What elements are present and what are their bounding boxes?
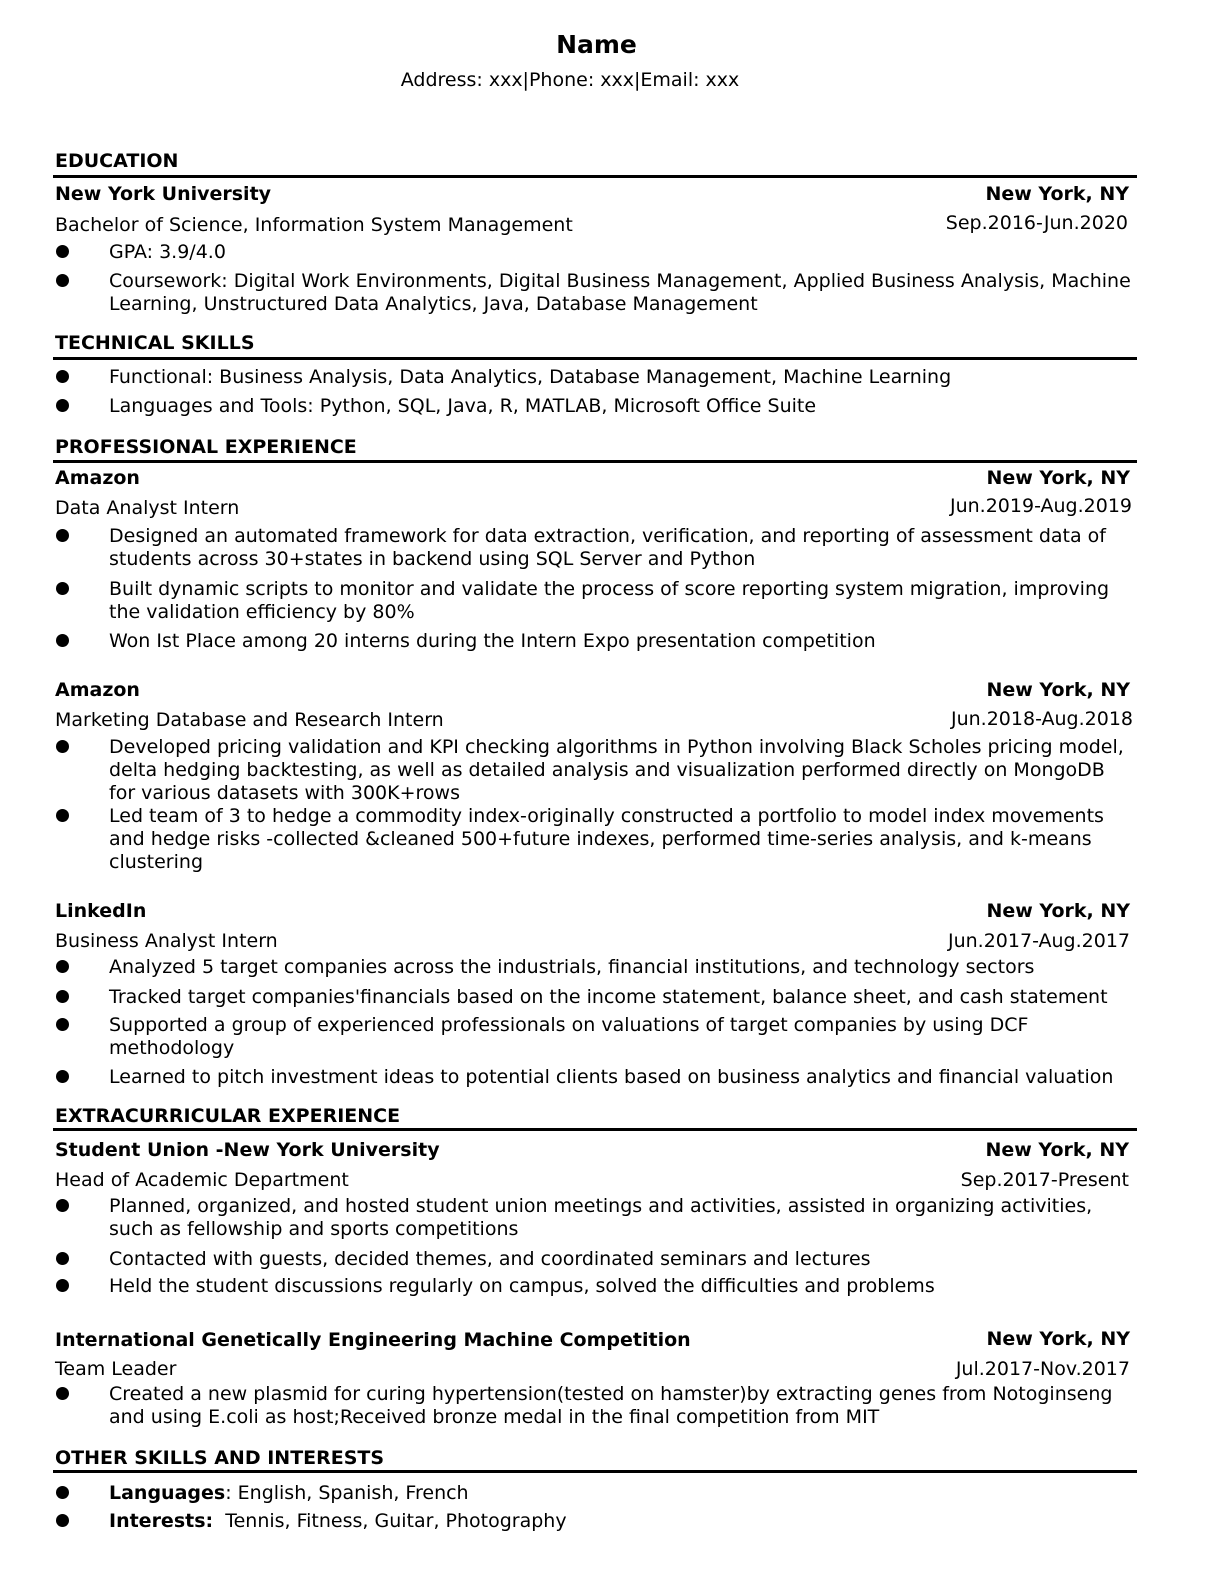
job-bullet: Designed an automated framework for data extraction, verification, and reporting of assessment data of students across 30+states in backend using SQL Server and Python (109, 525, 1106, 570)
job-title: Marketing Database and Research Intern (55, 709, 444, 731)
bullet-icon (56, 274, 69, 287)
languages-line (109, 1482, 1135, 1505)
bullet-icon (56, 245, 69, 258)
bullet-icon (56, 1279, 69, 1292)
activity-location: New York, NY (985, 1139, 1129, 1161)
candidate-name: Name (556, 30, 637, 59)
bullet-icon (56, 1387, 69, 1400)
section-divider (53, 357, 1137, 360)
activity-bullet: Created a new plasmid for curing hypertension(tested on hamster)by extracting genes from Notoginseng and using E.coli as host;Received bronze medal in the final competition from MIT (109, 1383, 1113, 1428)
job-dates: Jun.2019-Aug.2019 (949, 495, 1132, 517)
activity-bullet: Planned, organized, and hosted student union meetings and activities, assisted in organizing activities, such as fellowship and sports competitions (109, 1195, 1093, 1240)
education-bullet: Coursework: Digital Work Environments, Digital Business Management, Applied Business Analysis, Machine Learning, Unstructured Data Analytics, Java, Database Management (109, 270, 1131, 315)
section-title-technical-skills: TECHNICAL SKILLS (55, 332, 255, 354)
section-divider (53, 1470, 1137, 1473)
job-bullet: Learned to pitch investment ideas to potential clients based on business analytics and financial valuation (109, 1066, 1114, 1088)
bullet-icon (56, 1486, 69, 1499)
job-bullet: Led team of 3 to hedge a commodity index-originally constructed a portfolio to model index movements and hedge risks -collected &cleaned 500+future indexes, performed time-series analysis, and k-means clustering (109, 805, 1104, 873)
activity-bullet: Held the student discussions regularly on campus, solved the difficulties and problems (109, 1275, 935, 1297)
bullet-icon (56, 1070, 69, 1083)
bullet-icon (56, 809, 69, 822)
activity-role: Team Leader (55, 1358, 177, 1380)
section-title-other-skills: OTHER SKILLS AND INTERESTS (55, 1447, 385, 1469)
section-title-professional-experience: PROFESSIONAL EXPERIENCE (55, 436, 357, 458)
job-location: New York, NY (986, 679, 1130, 701)
bullet-icon (56, 1252, 69, 1265)
section-divider (53, 460, 1137, 463)
bullet-icon (56, 740, 69, 753)
degree: Bachelor of Science, Information System Management (55, 214, 573, 236)
education-dates: Sep.2016-Jun.2020 (945, 212, 1128, 234)
activity-dates: Sep.2017-Present (960, 1169, 1129, 1191)
activity-dates: Jul.2017-Nov.2017 (955, 1358, 1130, 1380)
activity-location: New York, NY (986, 1328, 1130, 1350)
activity-role: Head of Academic Department (55, 1169, 349, 1191)
section-title-extracurricular: EXTRACURRICULAR EXPERIENCE (55, 1105, 401, 1127)
organization-name: Student Union -New York University (55, 1139, 440, 1161)
languages-value: : English, Spanish, French (225, 1482, 469, 1504)
skills-bullet: Functional: Business Analysis, Data Analytics, Database Management, Machine Learning (109, 366, 952, 388)
interests-label: Interests: (109, 1510, 214, 1532)
employer-name: LinkedIn (55, 900, 147, 922)
employer-name: Amazon (55, 467, 140, 489)
bullet-icon (56, 960, 69, 973)
section-title-education: EDUCATION (55, 150, 179, 172)
job-bullet: Analyzed 5 target companies across the industrials, financial institutions, and technology sectors (109, 956, 1035, 978)
interests-value: Tennis, Fitness, Guitar, Photography (213, 1510, 567, 1532)
languages-label: Languages (109, 1482, 226, 1504)
bullet-icon (56, 1514, 69, 1527)
contact-line: Address: xxx|Phone: xxx|Email: xxx (400, 69, 740, 91)
job-bullet: Won Ist Place among 20 interns during the Intern Expo presentation competition (109, 630, 876, 652)
job-title: Data Analyst Intern (55, 497, 240, 519)
job-location: New York, NY (986, 467, 1130, 489)
bullet-icon (56, 1199, 69, 1212)
job-bullet: Built dynamic scripts to monitor and validate the process of score reporting system migration, improving the validation efficiency by 80% (109, 578, 1110, 623)
section-divider (53, 1128, 1137, 1131)
organization-name: International Genetically Engineering Machine Competition (55, 1329, 691, 1351)
job-location: New York, NY (986, 900, 1130, 922)
interests-line (109, 1510, 1135, 1533)
bullet-icon (56, 582, 69, 595)
employer-name: Amazon (55, 679, 140, 701)
bullet-icon (56, 399, 69, 412)
education-bullet: GPA: 3.9/4.0 (109, 241, 226, 263)
school-location: New York, NY (985, 183, 1129, 205)
section-divider (53, 175, 1137, 178)
skills-bullet: Languages and Tools: Python, SQL, Java, R, MATLAB, Microsoft Office Suite (109, 395, 817, 417)
job-dates: Jun.2017-Aug.2017 (947, 930, 1130, 952)
job-dates: Jun.2018-Aug.2018 (950, 708, 1133, 730)
bullet-icon (56, 1018, 69, 1031)
job-bullet: Tracked target companies'financials based on the income statement, balance sheet, and cash statement (109, 986, 1108, 1008)
bullet-icon (56, 990, 69, 1003)
job-title: Business Analyst Intern (55, 930, 278, 952)
job-bullet: Developed pricing validation and KPI checking algorithms in Python involving Black Scholes pricing model, delta hedging backtesting, as well as detailed analysis and visualization performed directly on MongoDB for various datasets with 300K+rows (109, 736, 1124, 804)
activity-bullet: Contacted with guests, decided themes, and coordinated seminars and lectures (109, 1248, 871, 1270)
school-name: New York University (55, 183, 272, 205)
job-bullet: Supported a group of experienced professionals on valuations of target companies by using DCF methodology (109, 1014, 1029, 1059)
bullet-icon (56, 529, 69, 542)
bullet-icon (56, 370, 69, 383)
bullet-icon (56, 634, 69, 647)
